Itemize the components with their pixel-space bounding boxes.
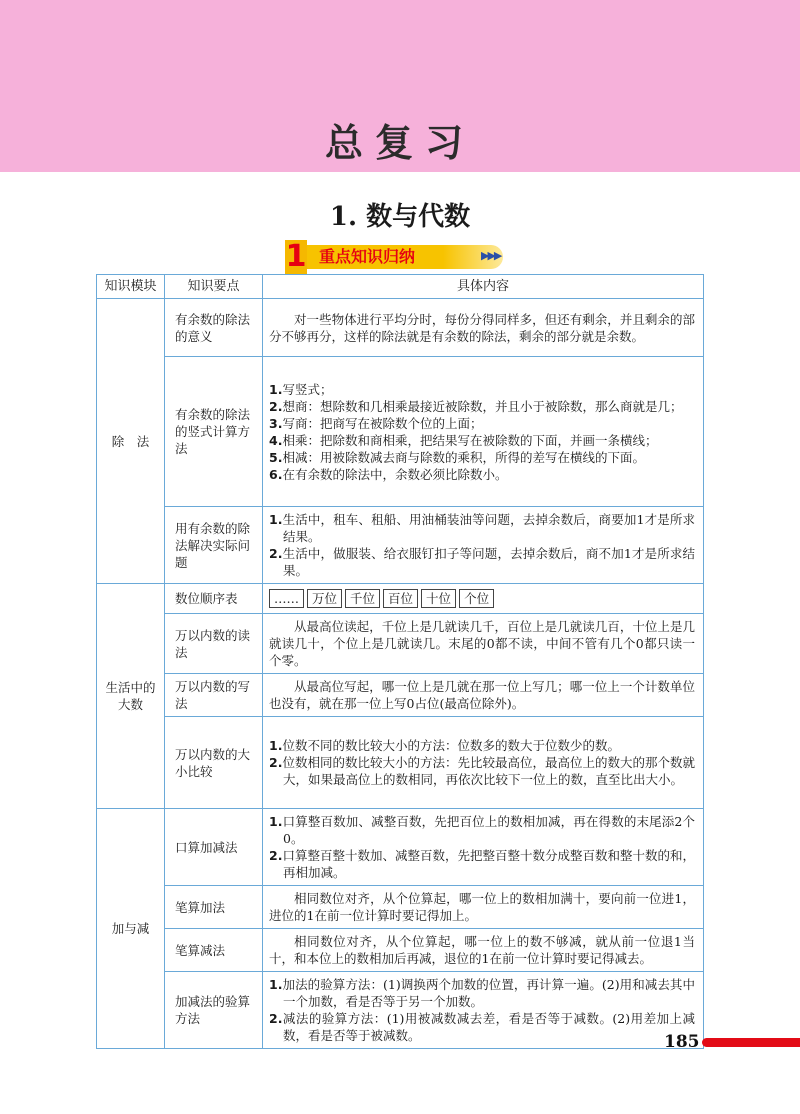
list-item: 6.在有余数的除法中，余数必须比除数小。 xyxy=(269,466,508,482)
list-item: 3.写商：把商写在被除数个位的上面； xyxy=(269,415,483,431)
header-content: 具体内容 xyxy=(263,275,704,299)
content-cell: 相同数位对齐，从个位算起，哪一位上的数不够减，就从前一位退1当十，和本位上的数相加后再减，退位的1在前一位计算时要记得减去。 xyxy=(263,929,704,972)
table-row xyxy=(97,886,704,929)
point-cell: 数位顺序表 xyxy=(165,584,263,614)
module-add-sub: 加与减 xyxy=(97,809,165,1049)
point-cell: 用有余数的除法解决实际问题 xyxy=(165,507,263,584)
table-row xyxy=(97,299,704,357)
page-accent-bar xyxy=(702,1038,800,1047)
content-cell xyxy=(263,809,704,886)
content-cell: 对一些物体进行平均分时，每份分得同样多，但还有剩余，并且剩余的部分不够再分，这样的除法就是有余数的除法，剩余的部分就是余数。 xyxy=(263,299,704,357)
list-item: 2.口算整百整十数加、减整百数，先把整百整十数分成整百数和整十数的和，再相加减。 xyxy=(269,848,695,880)
place-cell: 万位 xyxy=(307,589,342,608)
table-row xyxy=(97,507,704,584)
banner-label: 重点知识归纳 xyxy=(319,247,416,266)
module-division: 除 法 xyxy=(97,299,165,584)
point-cell: 有余数的除法的意义 xyxy=(165,299,263,357)
place-cell: 个位 xyxy=(459,589,494,608)
table-header-row xyxy=(97,275,704,299)
list-item: 1.位数不同的数比较大小的方法：位数多的数大于位数少的数。 xyxy=(269,738,620,753)
header-module: 知识模块 xyxy=(97,275,165,299)
content-cell xyxy=(263,357,704,507)
header-point: 知识要点 xyxy=(165,275,263,299)
list-item: 5.相减：用被除数减去商与除数的乘积，所得的差写在横线的下面。 xyxy=(269,449,645,465)
list-item: 1.生活中，租车、租船、用油桶装油等问题，去掉余数后，商要加1才是所求结果。 xyxy=(269,512,695,544)
table-row xyxy=(97,357,704,507)
table-row xyxy=(97,929,704,972)
list-item: 1.口算整百数加、减整百数，先把百位上的数相加减，再在得数的末尾添2个0。 xyxy=(269,814,695,846)
point-cell: 加减法的验算方法 xyxy=(165,972,263,1049)
table-row xyxy=(97,809,704,886)
table-row xyxy=(97,717,704,809)
point-cell: 笔算减法 xyxy=(165,929,263,972)
place-cell: 千位 xyxy=(345,589,380,608)
place-value-chart xyxy=(269,588,695,609)
list-item: 2.想商：想除数和几相乘最接近被除数，并且小于被除数，那么商就是几； xyxy=(269,398,683,414)
point-cell: 万以内数的读法 xyxy=(165,614,263,674)
table-row xyxy=(97,614,704,674)
content-cell xyxy=(263,584,704,614)
banner-number: 1 xyxy=(285,239,307,274)
point-cell: 万以内数的写法 xyxy=(165,674,263,717)
list-item: 1.加法的验算方法：(1)调换两个加数的位置，再计算一遍。(2)用和减去其中一个加数，看是否等于另一个加数。 xyxy=(269,977,695,1009)
content-cell: 从最高位写起，哪一位上是几就在那一位上写几；哪一位上一个计数单位也没有，就在那一位上写0占位(最高位除外)。 xyxy=(263,674,704,717)
content-cell xyxy=(263,507,704,584)
place-cell: …… xyxy=(269,589,304,608)
section-title: 1. 数与代数 xyxy=(329,202,471,232)
page-title: 总复习 xyxy=(324,121,475,165)
point-cell: 口算加减法 xyxy=(165,809,263,886)
knowledge-table xyxy=(96,274,704,1049)
list-item: 2.生活中，做服装、给衣服钉扣子等问题，去掉余数后，商不加1才是所求结果。 xyxy=(269,546,695,578)
place-cell: 十位 xyxy=(421,589,456,608)
table-row xyxy=(97,972,704,1049)
module-large-numbers: 生活中的大数 xyxy=(97,584,165,809)
table-row xyxy=(97,584,704,614)
content-cell: 相同数位对齐，从个位算起，哪一位上的数相加满十，要向前一位进1，进位的1在前一位计算时要记得加上。 xyxy=(263,886,704,929)
list-item: 4.相乘：把除数和商相乘，把结果写在被除数的下面，并画一条横线； xyxy=(269,432,658,448)
content-cell: 从最高位读起，千位上是几就读几千，百位上是几就读几百，十位上是几就读几十，个位上是几就读几。末尾的0都不读，中间不管有几个0都只读一个零。 xyxy=(263,614,704,674)
section-banner xyxy=(285,240,525,274)
point-cell: 笔算加法 xyxy=(165,886,263,929)
list-item: 1.写竖式； xyxy=(269,381,333,397)
arrow-icon: ▶▶▶ xyxy=(481,249,501,262)
list-item: 2.位数相同的数比较大小的方法：先比较最高位，最高位上的数大的那个数就大，如果最高位上的数相同，再依次比较下一位上的数，直至比出大小。 xyxy=(269,755,695,787)
content-cell xyxy=(263,717,704,809)
table-row xyxy=(97,674,704,717)
page-number: 185 xyxy=(664,1032,700,1052)
content-cell xyxy=(263,972,704,1049)
list-item: 2.减法的验算方法：(1)用被减数减去差，看是否等于减数。(2)用差加上减数，看是否等于被减数。 xyxy=(269,1011,695,1043)
point-cell: 有余数的除法的竖式计算方法 xyxy=(165,357,263,507)
point-cell: 万以内数的大小比较 xyxy=(165,717,263,809)
place-cell: 百位 xyxy=(383,589,418,608)
